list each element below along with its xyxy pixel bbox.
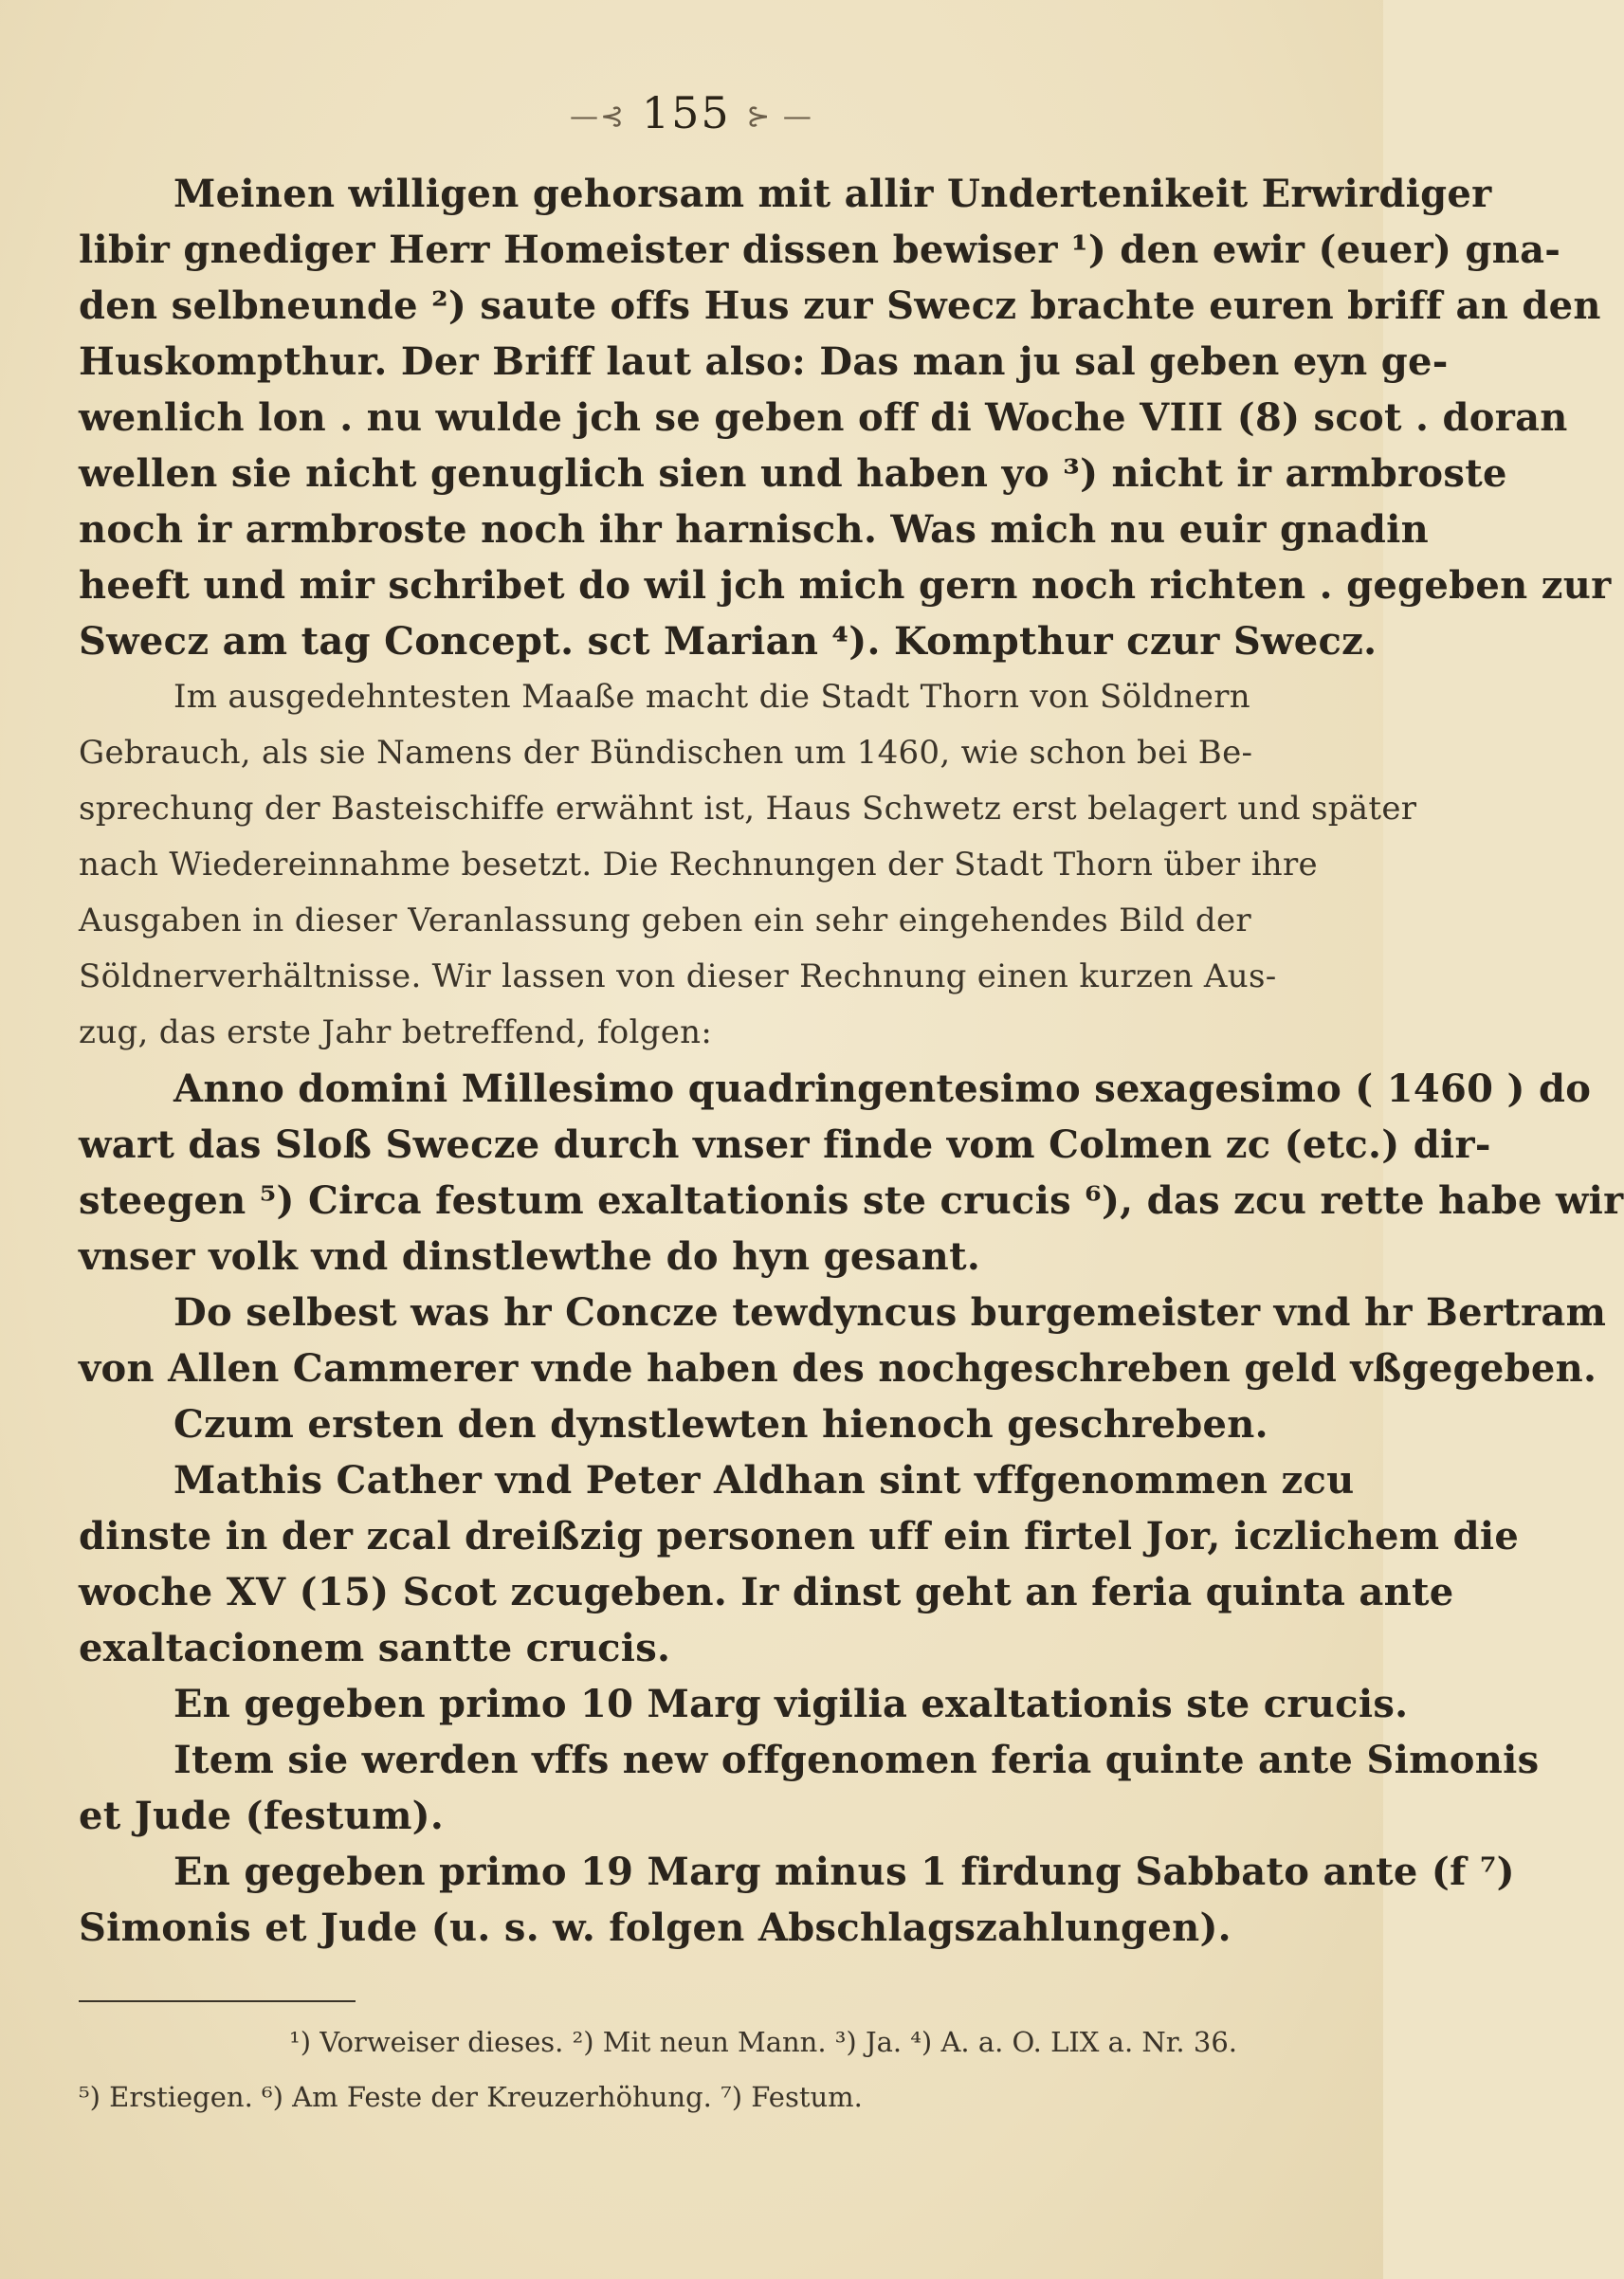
header-ornament-right: ⊱ —	[746, 100, 813, 134]
text-line: heeft und mir schribet do wil jch mich gern noch richten . gegeben zur	[79, 563, 1612, 608]
text-line: Czum ersten den dynstlewten hienoch geschreben.	[173, 1402, 1268, 1447]
footnote-line: ¹) Vorweiser dieses. ²) Mit neun Mann. ³) Ja. ⁴) A. a. O. LIX a. Nr. 36.	[289, 2026, 1237, 2058]
text-line: zug, das erste Jahr betreffend, folgen:	[79, 1013, 713, 1051]
text-line: steegen ⁵) Circa festum exaltationis ste crucis ⁶), das zcu rette habe wir	[79, 1178, 1624, 1223]
footnotes	[79, 2015, 1237, 2124]
text-line: von Allen Cammerer vnde haben des nochgeschreben geld vßgegeben.	[79, 1346, 1597, 1391]
text-line: En gegeben primo 10 Marg vigilia exaltationis ste crucis.	[173, 1682, 1409, 1726]
text-line: den selbneunde ²) saute offs Hus zur Swecz brachte euren briff an den	[79, 283, 1601, 328]
text-line: Simonis et Jude (u. s. w. folgen Abschlagszahlungen).	[79, 1905, 1232, 1950]
text-line: Swecz am tag Concept. sct Marian ⁴). Kompthur czur Swecz.	[79, 619, 1378, 664]
text-line: Mathis Cather vnd Peter Aldhan sint vffgenommen zcu	[173, 1458, 1355, 1503]
text-line: Item sie werden vffs new offgenomen feria quinte ante Simonis	[173, 1738, 1540, 1782]
text-line: Meinen willigen gehorsam mit allir Undertenikeit Erwirdiger	[173, 172, 1492, 216]
text-line: vnser volk vnd dinstlewthe do hyn gesant.	[79, 1234, 981, 1279]
body-text	[79, 166, 1624, 1956]
text-line: Huskompthur. Der Briff laut also: Das man ju sal geben eyn ge-	[79, 339, 1449, 384]
text-line: Ausgaben in dieser Veranlassung geben ein sehr eingehendes Bild der	[79, 902, 1251, 939]
text-line: et Jude (festum).	[79, 1794, 445, 1838]
footnote-line: ⁵) Erstiegen. ⁶) Am Feste der Kreuzerhöhung. ⁷) Festum.	[79, 2081, 863, 2113]
text-line: woche XV (15) Scot zcugeben. Ir dinst geht an feria quinta ante	[79, 1570, 1454, 1614]
text-line: En gegeben primo 19 Marg minus 1 firdung Sabbato ante (f ⁷)	[173, 1850, 1515, 1894]
text-line: wenlich lon . nu wulde jch se geben off di Woche VIII (8) scot . doran	[79, 395, 1568, 440]
footnote-rule	[79, 2000, 356, 2002]
text-line: Anno domini Millesimo quadringentesimo sexagesimo ( 1460 ) do	[173, 1067, 1592, 1111]
text-line: wart das Sloß Swecze durch vnser finde vom Colmen zc (etc.) dir-	[79, 1122, 1491, 1167]
text-line: Gebrauch, als sie Namens der Bündischen um 1460, wie schon bei Be-	[79, 734, 1253, 772]
header-ornament-left: —⊰	[570, 100, 627, 134]
text-line: sprechung der Basteischiffe erwähnt ist, Haus Schwetz erst belagert und später	[79, 790, 1417, 828]
text-line: wellen sie nicht genuglich sien und haben yo ³) nicht ir armbroste	[79, 451, 1507, 496]
text-line: Do selbest was hr Concze tewdyncus burgemeister vnd hr Bertram	[173, 1290, 1607, 1335]
text-line: Söldnerverhältnisse. Wir lassen von dieser Rechnung einen kurzen Aus-	[79, 957, 1277, 995]
page-header	[0, 87, 1383, 138]
text-line: Im ausgedehntesten Maaße macht die Stadt Thorn von Söldnern	[173, 678, 1250, 716]
page-number: 155	[641, 87, 731, 138]
text-line: dinste in der zcal dreißzig personen uff ein firtel Jor, iczlichem die	[79, 1514, 1520, 1559]
text-line: exaltacionem santte crucis.	[79, 1626, 671, 1670]
text-line: nach Wiedereinnahme besetzt. Die Rechnungen der Stadt Thorn über ihre	[79, 846, 1318, 884]
text-line: noch ir armbroste noch ihr harnisch. Was mich nu euir gnadin	[79, 507, 1430, 552]
text-line: libir gnediger Herr Homeister dissen bewiser ¹) den ewir (euer) gna-	[79, 228, 1561, 272]
